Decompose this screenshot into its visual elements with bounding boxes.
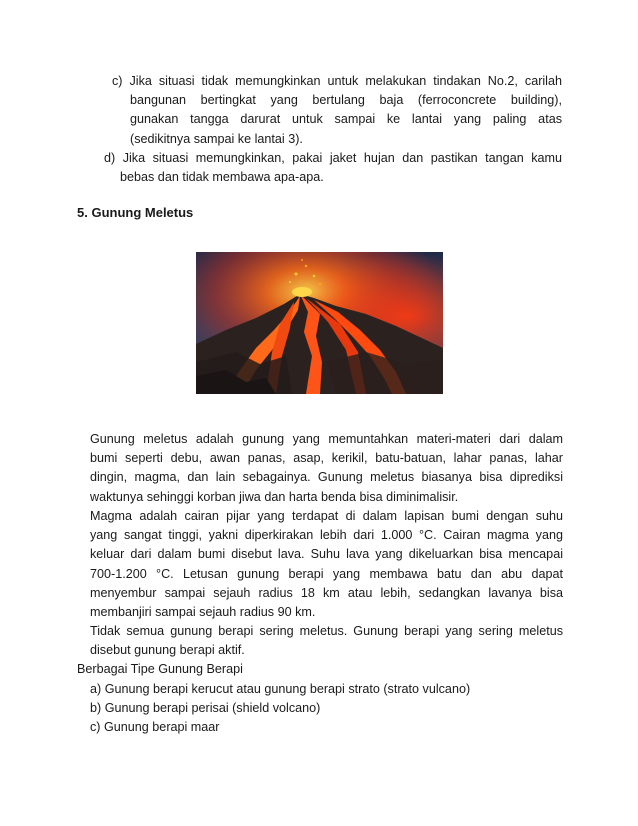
types-list <box>90 680 470 738</box>
item-c-line: bangunan bertingkat yang bertulang baja (ferroconcrete building), <box>130 93 562 108</box>
item-c-line: c) Jika situasi tidak memungkinkan untuk melakukan tindakan No.2, carilah <box>112 74 562 88</box>
paragraph-line: menyembur sampai sejauh radius 18 km atau lebih, sedangkan lavanya bisa <box>90 585 563 600</box>
paragraph-definition <box>90 430 563 507</box>
types-list-item: b) Gunung berapi perisai (shield volcano) <box>90 701 321 716</box>
paragraph-line: membanjiri sampai sejauh radius 90 km. <box>90 605 316 620</box>
types-list-item: c) Gunung berapi maar <box>90 720 220 735</box>
paragraph-line: disebut gunung berapi aktif. <box>90 643 245 658</box>
item-c-line: gunakan tangga darurat untuk sampai ke lantai yang paling atas <box>130 112 562 127</box>
volcano-image <box>196 252 443 394</box>
volcano-illustration <box>196 252 443 394</box>
paragraph-magma <box>90 507 563 622</box>
paragraph-active-volcano <box>90 622 563 660</box>
paragraph-line: dingin, magma, dan lain sebagainya. Gunung meletus biasanya bisa diprediksi <box>90 470 563 485</box>
item-d-line: bebas dan tidak membawa apa-apa. <box>120 170 324 185</box>
paragraph-line: Tidak semua gunung berapi sering meletus. Gunung berapi yang sering meletus <box>90 624 563 638</box>
item-d-line: d) Jika situasi memungkinkan, pakai jaket hujan dan pastikan tangan kamu <box>104 151 562 165</box>
paragraph-line: Gunung meletus adalah gunung yang memuntahkan materi-materi dari dalam <box>90 432 563 446</box>
list-item-c <box>112 72 562 149</box>
list-item-d <box>104 149 562 187</box>
paragraph-line: waktunya sehinggi korban jiwa dan harta benda bisa diminimalisir. <box>90 489 459 504</box>
paragraph-line: 700-1.200 °C. Letusan gunung berapi yang membawa batu dan abu dapat <box>90 566 563 581</box>
types-title: Berbagai Tipe Gunung Berapi <box>77 662 243 676</box>
paragraph-line: Magma adalah cairan pijar yang terdapat di dalam lapisan bumi dengan suhu <box>90 509 563 523</box>
paragraph-line: yang sangat tinggi, yakni diperkirakan lebih dari 1.000 °C. Cairan magma yang <box>90 528 563 543</box>
types-list-item: a) Gunung berapi kerucut atau gunung berapi strato (strato vulcano) <box>90 682 471 696</box>
item-c-line: (sedikitnya sampai ke lantai 3). <box>130 131 303 146</box>
paragraph-line: bumi seperti debu, awan panas, asap, kerikil, batu-batuan, lahar panas, lahar <box>90 451 563 466</box>
section-heading: 5. Gunung Meletus <box>77 205 194 220</box>
paragraph-line: keluar dari dalam bumi disebut lava. Suhu lava yang dikeluarkan bisa mencapai <box>90 547 563 562</box>
